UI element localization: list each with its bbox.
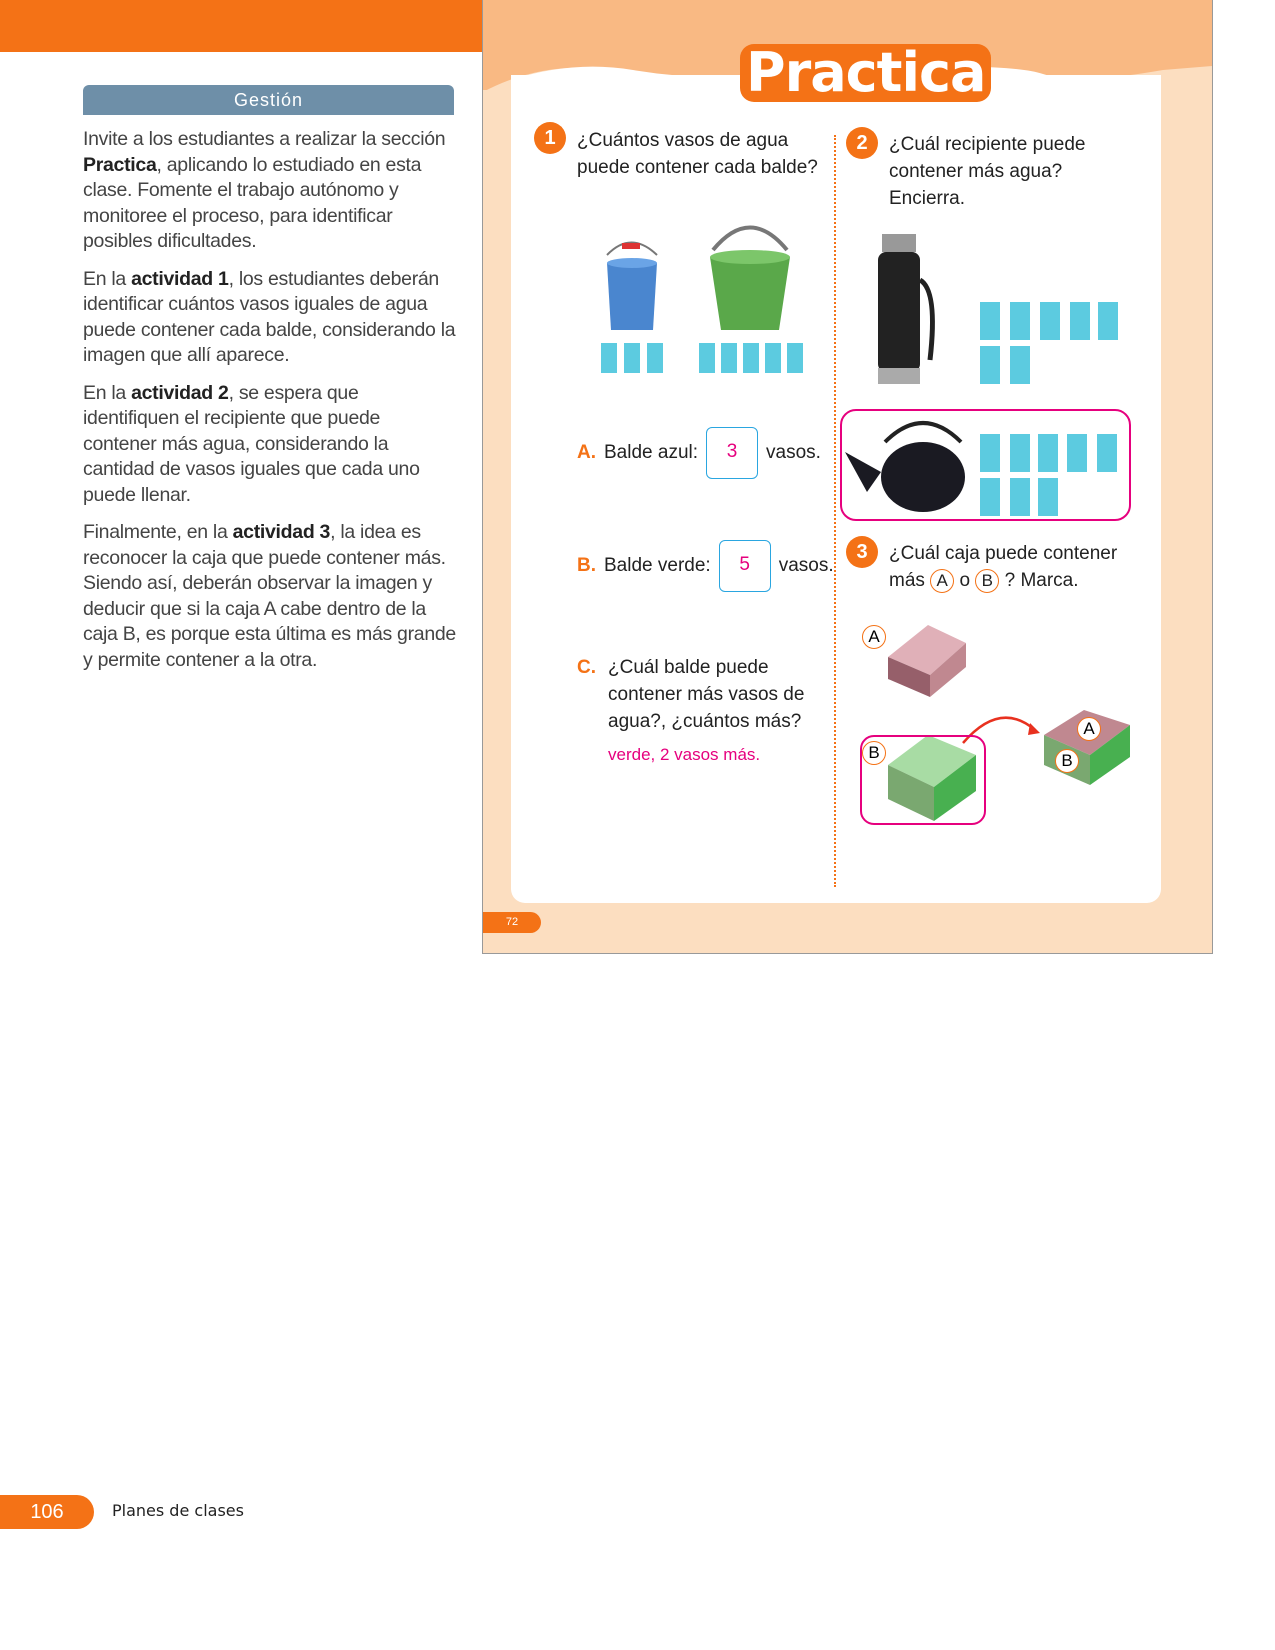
q1c <box>577 654 827 768</box>
q1a-label: A. <box>577 442 596 463</box>
q1c-answer[interactable]: verde, 2 vasos más. <box>608 745 761 764</box>
q1b-row <box>577 540 834 592</box>
sidebar-paragraph: En la actividad 2, se espera que identifiquen el recipiente que puede contener más agua, considerando la cantidad de vasos iguales que cada uno puede llenar. <box>83 381 420 506</box>
q1b-text: Balde verde: <box>604 555 711 576</box>
question-1-text: ¿Cuántos vasos de agua puede contener cada balde? <box>577 130 818 178</box>
unit-label: vasos. <box>766 442 821 463</box>
box-b-label: B <box>862 741 886 765</box>
q1c-text: ¿Cuál balde puede contener más vasos de agua?, ¿cuántos más? <box>608 657 805 732</box>
question-number: 2 <box>846 127 878 159</box>
sidebar-paragraph: Finalmente, en la actividad 3, la idea es reconocer la caja que puede contener más. Siendo así, deberán observar la imagen y deducir que si la caja A cabe dentro de la caja B, es porque esta última es más grande y permite contener a la otra. <box>83 521 456 671</box>
box-a-label: A <box>862 625 886 649</box>
nested-box-b-label: B <box>1055 749 1079 773</box>
question-number: 1 <box>534 122 566 154</box>
sidebar-text <box>83 127 458 685</box>
sidebar-paragraph: Invite a los estudiantes a realizar la sección Practica, aplicando lo estudiado en esta clase. Fomente el trabajo autónomo y monitoree el proceso, para identificar posibles dificultades. <box>83 128 446 252</box>
question-2-text: ¿Cuál recipiente puede contener más agua? Encierra. <box>889 134 1086 209</box>
q1c-label: C. <box>577 657 596 678</box>
answer-box-b[interactable]: 5 <box>719 540 771 592</box>
q1a-row <box>577 427 821 479</box>
q1a-text: Balde azul: <box>604 442 699 463</box>
nested-box-a-label: A <box>1077 717 1101 741</box>
answer-box-a[interactable]: 3 <box>706 427 758 479</box>
buckets-illustration <box>595 215 810 380</box>
page-number: 106 <box>0 1495 94 1529</box>
sidebar-paragraph: En la actividad 1, los estudiantes deberán identificar cuántos vasos iguales de agua puede contener cada balde, considerando la imagen que allí aparece. <box>83 267 456 366</box>
column-divider <box>834 135 836 887</box>
student-page-number: 72 <box>483 912 541 933</box>
question-number: 3 <box>846 536 878 568</box>
thermos-illustration <box>870 230 1130 390</box>
footer-text: Planes de clases <box>112 1501 244 1520</box>
kettle-illustration <box>845 412 1125 520</box>
gestion-header: Gestión <box>83 85 454 115</box>
q1b-label: B. <box>577 555 596 576</box>
page-title: Practica <box>740 44 991 102</box>
unit-label: vasos. <box>778 555 834 576</box>
top-bar <box>0 0 482 52</box>
question-3-text: ¿Cuál caja puede contener más A o B ? Marca. <box>889 543 1118 591</box>
